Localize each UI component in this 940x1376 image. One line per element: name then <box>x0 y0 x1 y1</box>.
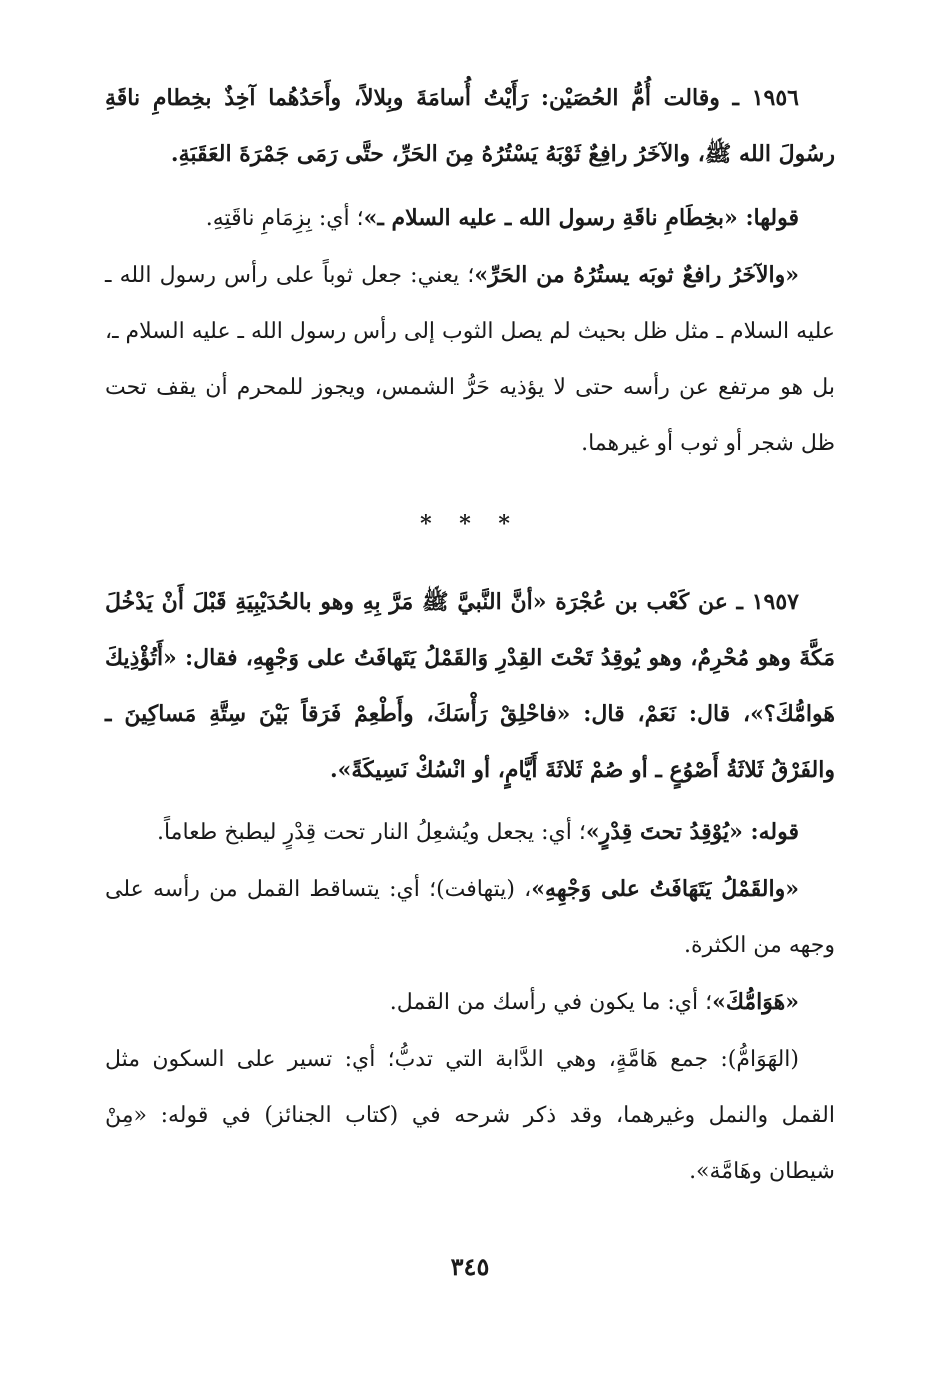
section-separator: * * * <box>420 511 520 537</box>
commentary-text: ؛ أي: يجعل ويُشعِلُ النار تحت قِدْرٍ ليطبخ طعاماً. <box>156 820 586 845</box>
commentary-1957-1 <box>105 804 835 861</box>
commentary-lead: قولها: «بخِطَامِ ناقَةِ رسول الله ـ عليه السلام ـ» <box>363 205 799 231</box>
page-body <box>105 70 835 1200</box>
page-number: ٣٤٥ <box>450 1252 490 1281</box>
commentary-text: ؛ أي: ما يكون في رأسك من القمل. <box>389 990 713 1015</box>
commentary-1957-4 <box>105 1031 835 1200</box>
hadith-1956 <box>105 70 835 182</box>
commentary-lead: قوله: «يُوْقِدُ تحتَ قِدْرٍ» <box>585 819 799 845</box>
commentary-1956-2 <box>105 247 835 472</box>
hadith-1957-text: ١٩٥٧ ـ عن كَعْب بن عُجْرَة «أنَّ النَّبيَّ ﷺ مَرَّ بِهِ وهو بالحُدَيْبِيَةِ قَبْلَ أَنْ يَدْخُلَ مَكَّةَ وهو مُحْرِمٌ، وهو يُوقِدُ تَحْتَ القِدْرِ وَالقَمْلُ يَتَهافَتُ على وَجْهِهِ، فقال: «أَتُؤْذِيكَ هَوامُّكَ؟»، قال: نَعَمْ، قال: «فاحْلِقْ رَأْسَكَ، وأَطْعِمْ فَرَقاً بَيْنَ سِتَّةِ مَساكِينَ ـ والفَرْقُ ثَلاثَةُ أَصْوُعٍ ـ أو صُمْ ثَلاثَةَ أَيَّامٍ، أو انْسُكْ نَسِيكَةً». <box>105 589 835 783</box>
commentary-text: (الهَوَامُّ): جمع هَامَّةٍ، وهي الدَّابة التي تدبُّ؛ أي: تسير على السكون مثل القمل والنمل وغيرهما، وقد ذكر شرحه في (كتاب الجنائز) في قوله: «مِنْ شيطان وهَامَّة». <box>105 1047 835 1184</box>
hadith-1956-text: ١٩٥٦ ـ وقالت أُمُّ الحُصَيْن: رَأَيْتُ أُسامَةَ وبِلالاً، وأَحَدُهُما آخِذٌ بخِطامِ ناقَةِ رسُولَ الله ﷺ، والآخَرُ رافِعٌ ثَوْبَهُ يَسْتُرُهُ مِنَ الحَرِّ، حتَّى رَمَى جَمْرَةَ العَقَبَةِ. <box>105 85 835 167</box>
commentary-1956-1 <box>105 190 835 247</box>
commentary-1957-3 <box>105 974 835 1031</box>
hadith-1957 <box>105 574 835 798</box>
commentary-text: ؛ يعني: جعل ثوباً على رأس رسول الله ـ عليه السلام ـ مثل ظل بحيث لم يصل الثوب إلى رأس رسول الله ـ عليه السلام ـ، بل هو مرتفع عن رأسه حتى لا يؤذيه حَرُّ الشمس، ويجوز للمحرم أن يقف تحت ظل شجر أو ثوب أو غيرهما. <box>105 263 835 456</box>
commentary-text: ، (يتهافت)؛ أي: يتساقط القمل من رأسه على وجهه من الكثرة. <box>105 877 835 958</box>
commentary-lead: «والآخَرُ رافعٌ ثوبَه يستُرُهُ من الحَرِّ» <box>474 262 799 288</box>
commentary-lead: «هَوَامُّكَ» <box>712 989 799 1015</box>
commentary-text: ؛ أي: بِزِمَامِ ناقَتِهِ. <box>205 206 364 231</box>
commentary-lead: «والقَمْلُ يَتَهَافَتُ على وَجْهِهِ» <box>531 876 799 902</box>
commentary-1957-2 <box>105 861 835 974</box>
